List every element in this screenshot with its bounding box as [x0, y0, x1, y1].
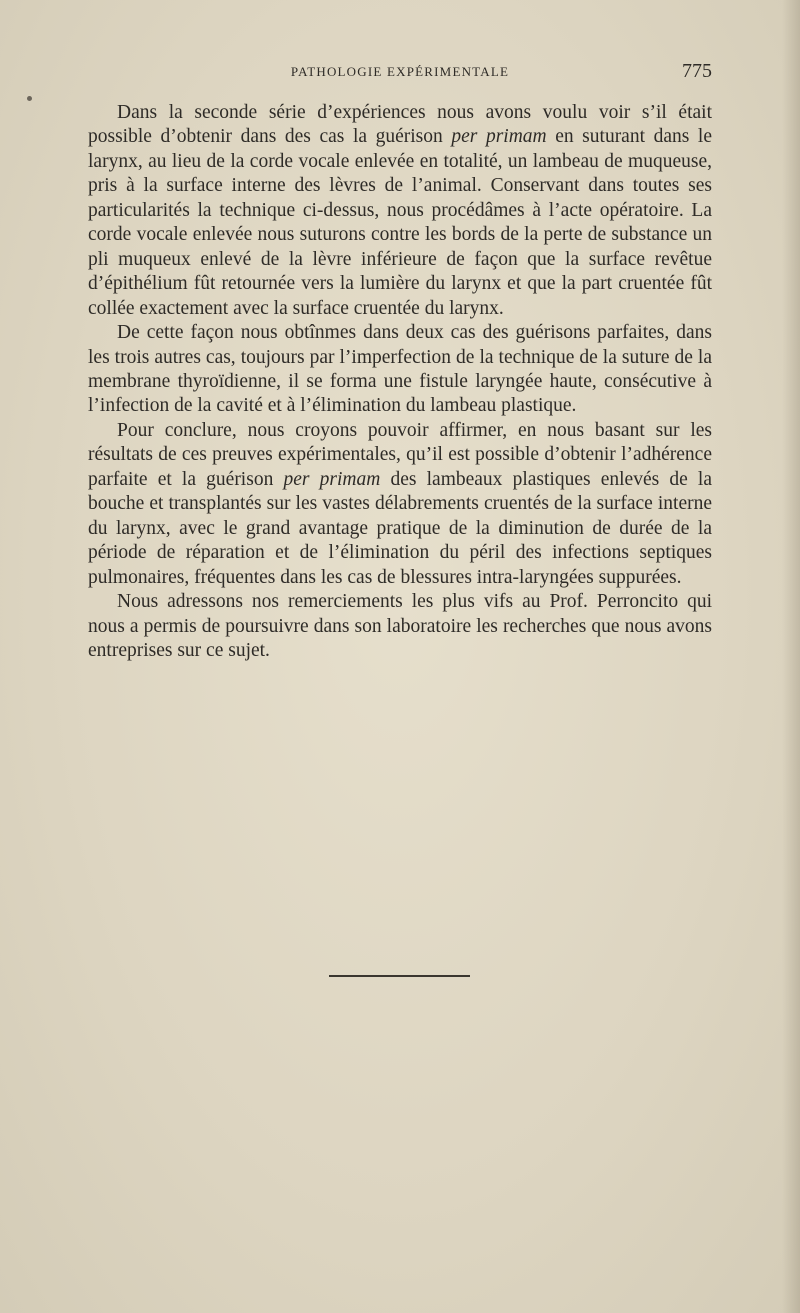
paragraph-3-text-b: des lambeaux plastiques enlevés de la bouche et transplantés sur les vastes délabrements cruentés de la surface interne du larynx, avec le grand avantage pratique de la diminution de durée de la période de réparation et de l’élimination du péril des infections septiques pulmonaires, fréquentes dans les cas de blessures intra-laryngées suppurées.	[88, 468, 713, 588]
body-text	[88, 101, 712, 663]
page-number: 775	[682, 60, 712, 82]
paragraph-2	[88, 321, 712, 419]
paragraph-1-text-a: Dans la seconde série d’expériences nous avons voulu voir s’il était possible d’obtenir dans des cas la guérison	[88, 102, 712, 148]
paragraph-4-text: Nous adressons nos remerciements les plus vifs au Prof. Perroncito qui nous a permis de poursuivre dans son laboratoire les recherches que nous avons entreprises sur ce sujet.	[88, 591, 712, 661]
paragraph-3-text-a: Pour conclure, nous croyons pouvoir affirmer, en nous basant sur les résultats de ces preuves expérimentales, qu’il est possible d’obtenir l’adhérence parfaite et la guérison	[88, 419, 712, 490]
latin-phrase: per primam	[451, 126, 547, 148]
paragraph-2-text: De cette façon nous obtînmes dans deux cas des guérisons parfaites, dans les trois autres cas, toujours par l’imperfection de la technique de la suture de la membrane thyroïdienne, il se forma une fistule laryngée haute, consécutive à l’infection de la cavité et à l’élimination du lambeau plastique.	[88, 322, 712, 417]
ink-speck	[27, 96, 32, 101]
running-title: PATHOLOGIE EXPÉRIMENTALE	[290, 64, 510, 79]
paragraph-4	[88, 590, 712, 663]
paragraph-1-text-b: en suturant dans le larynx, au lieu de la corde vocale enlevée en totalité, un lambeau de muqueuse, pris à la surface interne des lèvres de l’animal. Conservant dans toutes ses particularités la technique ci-dessus, nous procédâmes à l’acte opératoire. La corde vocale enlevée nous suturons contre les bords de la perte de substance un pli muqueux enlevé de la lèvre inférieure de façon que la surface revêtue d’épithélium fût retournée vers la lumière du larynx et que la part cruentée fût collée exactement avec la surface cruentée du larynx.	[88, 126, 712, 319]
paragraph-3	[88, 419, 712, 590]
running-head	[88, 60, 712, 86]
end-rule	[329, 975, 470, 977]
paragraph-1	[88, 101, 712, 321]
latin-phrase: per primam	[283, 468, 381, 490]
